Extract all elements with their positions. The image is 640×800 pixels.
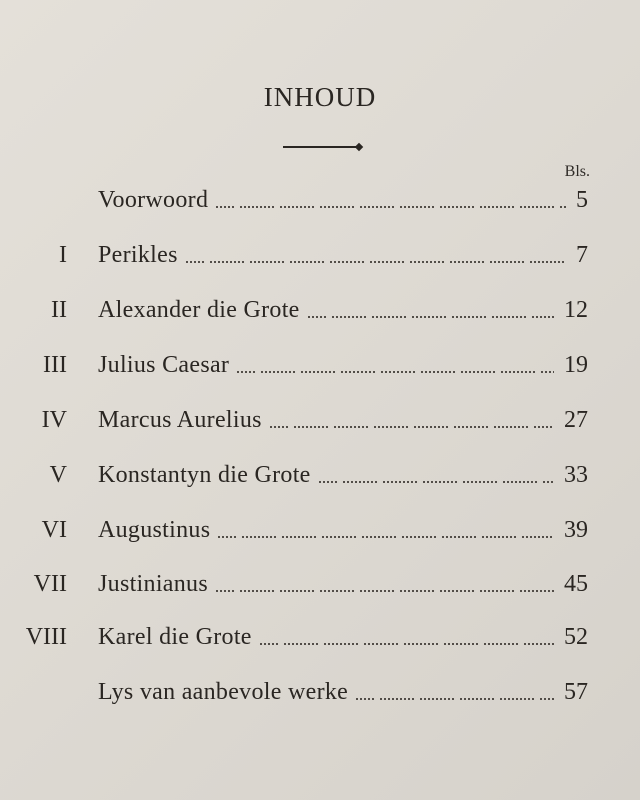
dot-leader: [216, 198, 566, 208]
entry-title: Marcus Aurelius: [98, 407, 262, 433]
entry-numeral: IV: [41, 407, 67, 433]
toc-entry: [0, 402, 640, 438]
entry-page-number: 12: [564, 297, 588, 323]
entry-numeral: I: [59, 242, 67, 268]
entry-numeral: V: [49, 462, 67, 488]
entry-page-number: 27: [564, 407, 588, 433]
entry-numeral: VIII: [25, 624, 67, 650]
entry-page-number: 39: [564, 517, 588, 543]
toc-entry: [0, 457, 640, 493]
entry-numeral: II: [51, 297, 67, 323]
toc-entry: [0, 619, 640, 655]
toc-entry: [0, 182, 640, 218]
entry-page-number: 5: [576, 187, 588, 213]
entry-numeral: VII: [33, 571, 67, 597]
toc-entry: [0, 347, 640, 383]
entry-numeral: VI: [41, 517, 67, 543]
entry-title: Lys van aanbevole werke: [98, 679, 349, 705]
dot-leader: [186, 253, 566, 263]
entry-page-number: 57: [564, 679, 588, 705]
dot-leader: [356, 690, 554, 700]
entry-page-number: 33: [564, 462, 588, 488]
page-heading: INHOUD: [263, 82, 377, 112]
entry-numeral: III: [43, 352, 67, 378]
toc-entry: [0, 237, 640, 273]
entry-title: Karel die Grote: [98, 624, 252, 650]
entry-title: Augustinus: [98, 517, 211, 543]
dot-leader: [270, 418, 554, 428]
entry-title: Voorwoord: [98, 187, 209, 213]
toc-entry: [0, 674, 640, 710]
page-column-header: Bls.: [564, 163, 590, 180]
toc-entry: [0, 512, 640, 548]
toc-entry: [0, 292, 640, 328]
entry-title: Perikles: [98, 242, 178, 268]
heading-rule-tip: [355, 143, 363, 151]
entry-title: Justinianus: [98, 571, 208, 597]
entry-page-number: 52: [564, 624, 588, 650]
toc-entry: [0, 566, 640, 602]
dot-leader: [308, 308, 554, 318]
heading-rule: [283, 146, 361, 148]
dot-leader: [216, 582, 554, 592]
dot-leader: [218, 528, 554, 538]
dot-leader: [260, 635, 554, 645]
entry-title: Konstantyn die Grote: [98, 462, 311, 488]
dot-leader: [319, 473, 554, 483]
dot-leader: [237, 363, 554, 373]
entry-page-number: 19: [564, 352, 588, 378]
entry-title: Julius Caesar: [98, 352, 230, 378]
entry-page-number: 45: [564, 571, 588, 597]
entry-title: Alexander die Grote: [98, 297, 300, 323]
entry-page-number: 7: [576, 242, 588, 268]
